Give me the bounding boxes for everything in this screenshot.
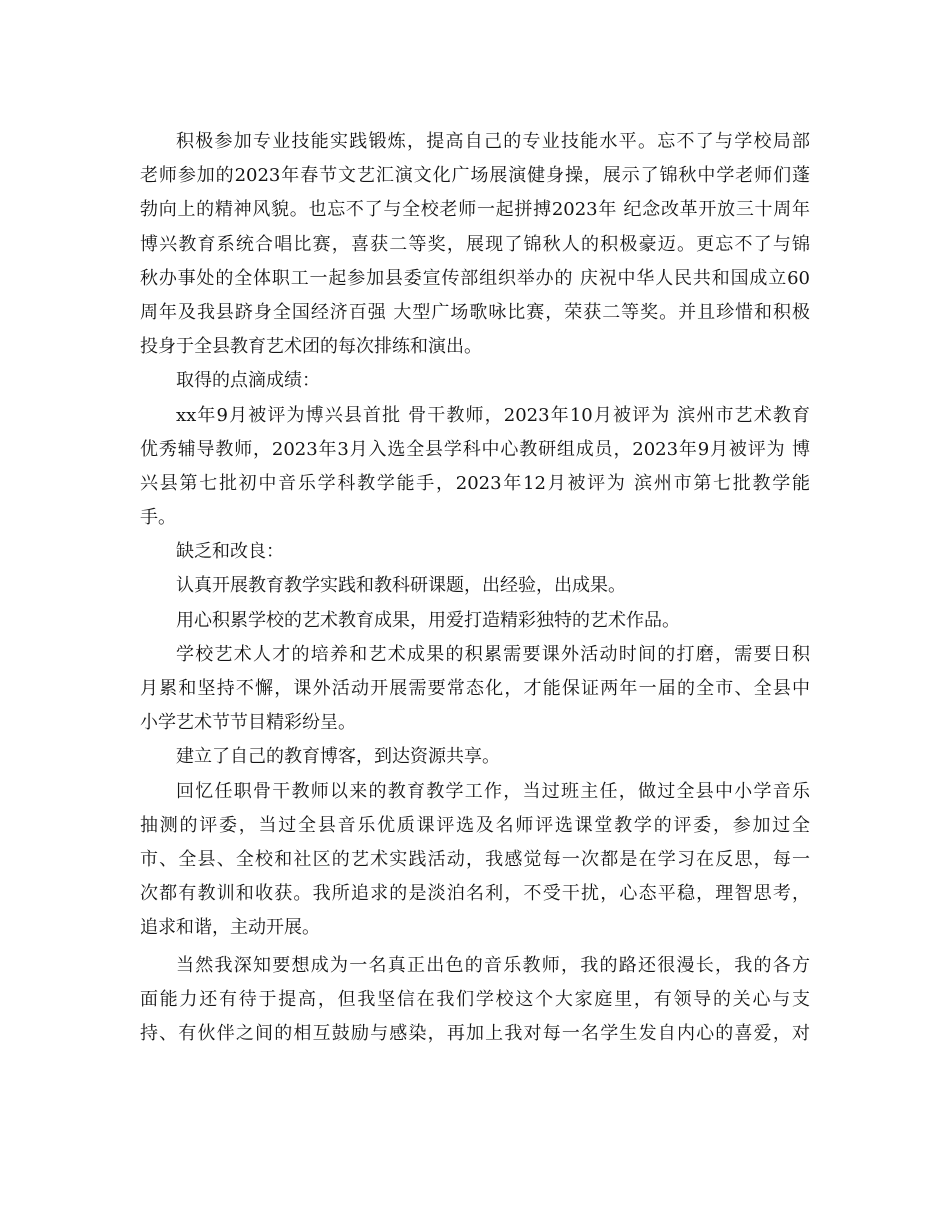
text-line: 当然我深知要想成为一名真正出色的音乐教师，我的路还很漫长，我的各方	[176, 954, 810, 976]
text-line: 认真开展教育教学实践和教科研课题，出经验，出成果。	[176, 575, 626, 597]
text-line: 抽测的评委，当过全县音乐优质课评选及名师评选课堂教学的评委，参加过全	[140, 814, 810, 836]
paragraph-outlook	[140, 949, 810, 1052]
paragraph-research	[140, 569, 810, 603]
text-line: 勃向上的精神风貌。也忘不了与全校老师一起拼搏2023年 纪念改革开放三十周年	[140, 199, 810, 221]
text-line: 建立了自己的教育博客，到达资源共享。	[176, 746, 500, 768]
text-line: 小学艺术节节目精彩纷呈。	[140, 712, 356, 734]
paragraph-art-results	[140, 604, 810, 638]
text-line: 持、有伙伴之间的相互鼓励与感染，再加上我对每一名学生发自内心的喜爱，对	[140, 1022, 810, 1044]
text-line: xx年9月被评为博兴县首批 骨干教师，2023年10月被评为 滨州市艺术教育	[176, 404, 810, 426]
section-heading: 缺乏和改良：	[176, 541, 284, 563]
paragraph-achievements-heading	[140, 364, 810, 398]
paragraph-reflection	[140, 775, 810, 946]
text-line: 面能力还有待于提高，但我坚信在我们学校这个大家庭里，有领导的关心与支	[140, 988, 810, 1010]
document-body	[140, 125, 810, 1051]
text-line: 周年及我县跻身全国经济百强 大型广场歌咏比赛，荣获二等奖。并且珍惜和积极	[140, 301, 810, 323]
paragraph-blog	[140, 740, 810, 774]
text-line: 秋办事处的全体职工一起参加县委宣传部组织举办的 庆祝中华人民共和国成立60	[140, 267, 810, 289]
paragraph-achievements	[140, 399, 810, 536]
text-line: 手。	[140, 507, 176, 529]
text-line: 老师参加的2023年春节文艺汇演文化广场展演健身操，展示了锦秋中学老师们蓬	[140, 165, 810, 187]
text-line: 学校艺术人才的培养和艺术成果的积累需要课外活动时间的打磨，需要日积	[176, 643, 810, 665]
paragraph-participation	[140, 125, 810, 364]
paragraph-improvement-heading	[140, 535, 810, 569]
section-heading: 取得的点滴成绩：	[176, 370, 320, 392]
text-line: 用心积累学校的艺术教育成果，用爱打造精彩独特的艺术作品。	[176, 609, 680, 631]
text-line: 回忆任职骨干教师以来的教育教学工作，当过班主任，做过全县中小学音乐	[176, 780, 810, 802]
text-line: 月累和坚持不懈，课外活动开展需要常态化，才能保证两年一届的全市、全县中	[140, 678, 810, 699]
text-line: 市、全县、全校和社区的艺术实践活动，我感觉每一次都是在学习在反思，每一	[140, 848, 810, 870]
text-line: 积极参加专业技能实践锻炼，提高自己的专业技能水平。忘不了与学校局部	[176, 131, 810, 152]
text-line: 优秀辅导教师，2023年3月入选全县学科中心教研组成员，2023年9月被评为 博	[140, 438, 810, 460]
text-line: 次都有教训和收获。我所追求的是淡泊名利，不受干扰，心态平稳，理智思考，	[140, 883, 810, 905]
text-line: 投身于全县教育艺术团的每次排练和演出。	[140, 336, 482, 358]
paragraph-talent-cultivation	[140, 638, 810, 741]
text-line: 兴县第七批初中音乐学科教学能手，2023年12月被评为 滨州市第七批教学能	[140, 472, 810, 494]
text-line: 博兴教育系统合唱比赛，喜获二等奖，展现了锦秋人的积极豪迈。更忘不了与锦	[140, 233, 810, 255]
text-line: 追求和谐，主动开展。	[140, 917, 320, 939]
